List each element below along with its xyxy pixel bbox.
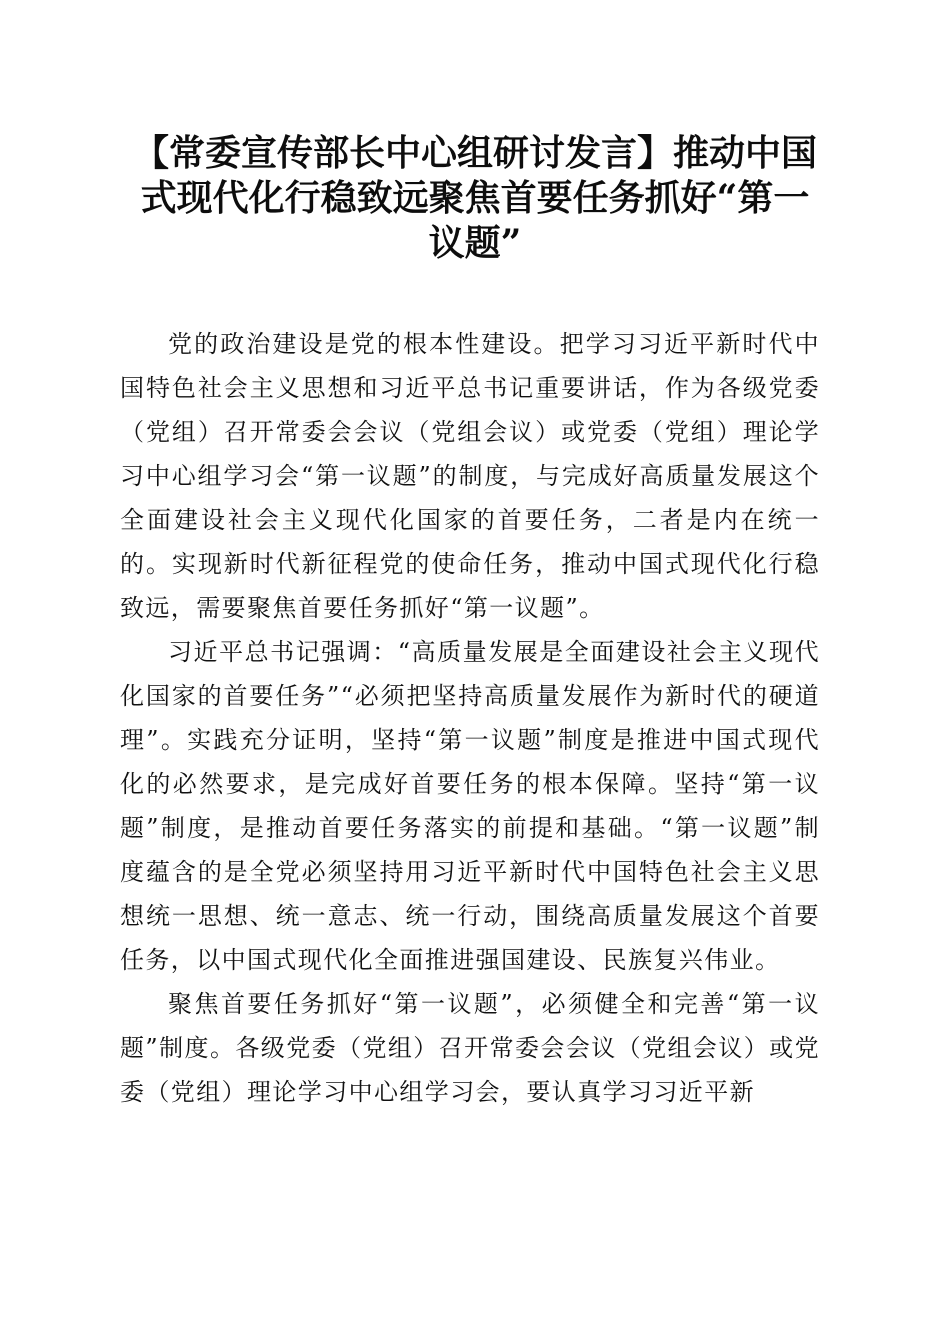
paragraph-2: 习近平总书记强调：“高质量发展是全面建设社会主义现代化国家的首要任务”“必须把坚持高质量发展作为新时代的硬道理”。实践充分证明，坚持“第一议题”制度是推进中国式现代化的必然要求，是完成好首要任务的根本保障。坚持“第一议题”制度，是推动首要任务落实的前提和基础。“第一议题”制度蕴含的是全党必须坚持用习近平新时代中国特色社会主义思想统一思想、统一意志、统一行动，围绕高质量发展这个首要任务，以中国式现代化全面推进强国建设、民族复兴伟业。 (120, 638, 820, 974)
paragraph-3: 聚焦首要任务抓好“第一议题”，必须健全和完善“第一议题”制度。各级党委（党组）召开常委会会议（党组会议）或党委（党组）理论学习中心组学习会，要认真学习习近平新 (120, 990, 820, 1106)
document-body (120, 322, 820, 1114)
document-title: 【常委宣传部长中心组研讨发言】推动中国式现代化行稳致远聚焦首要任务抓好“第一议题” (132, 132, 817, 264)
paragraph-1: 党的政治建设是党的根本性建设。把学习习近平新时代中国特色社会主义思想和习近平总书记重要讲话，作为各级党委（党组）召开常委会会议（党组会议）或党委（党组）理论学习中心组学习会“第一议题”的制度，与完成好高质量发展这个全面建设社会主义现代化国家的首要任务，二者是内在统一的。实现新时代新征程党的使命任务，推动中国式现代化行稳致远，需要聚焦首要任务抓好“第一议题”。 (120, 330, 820, 622)
